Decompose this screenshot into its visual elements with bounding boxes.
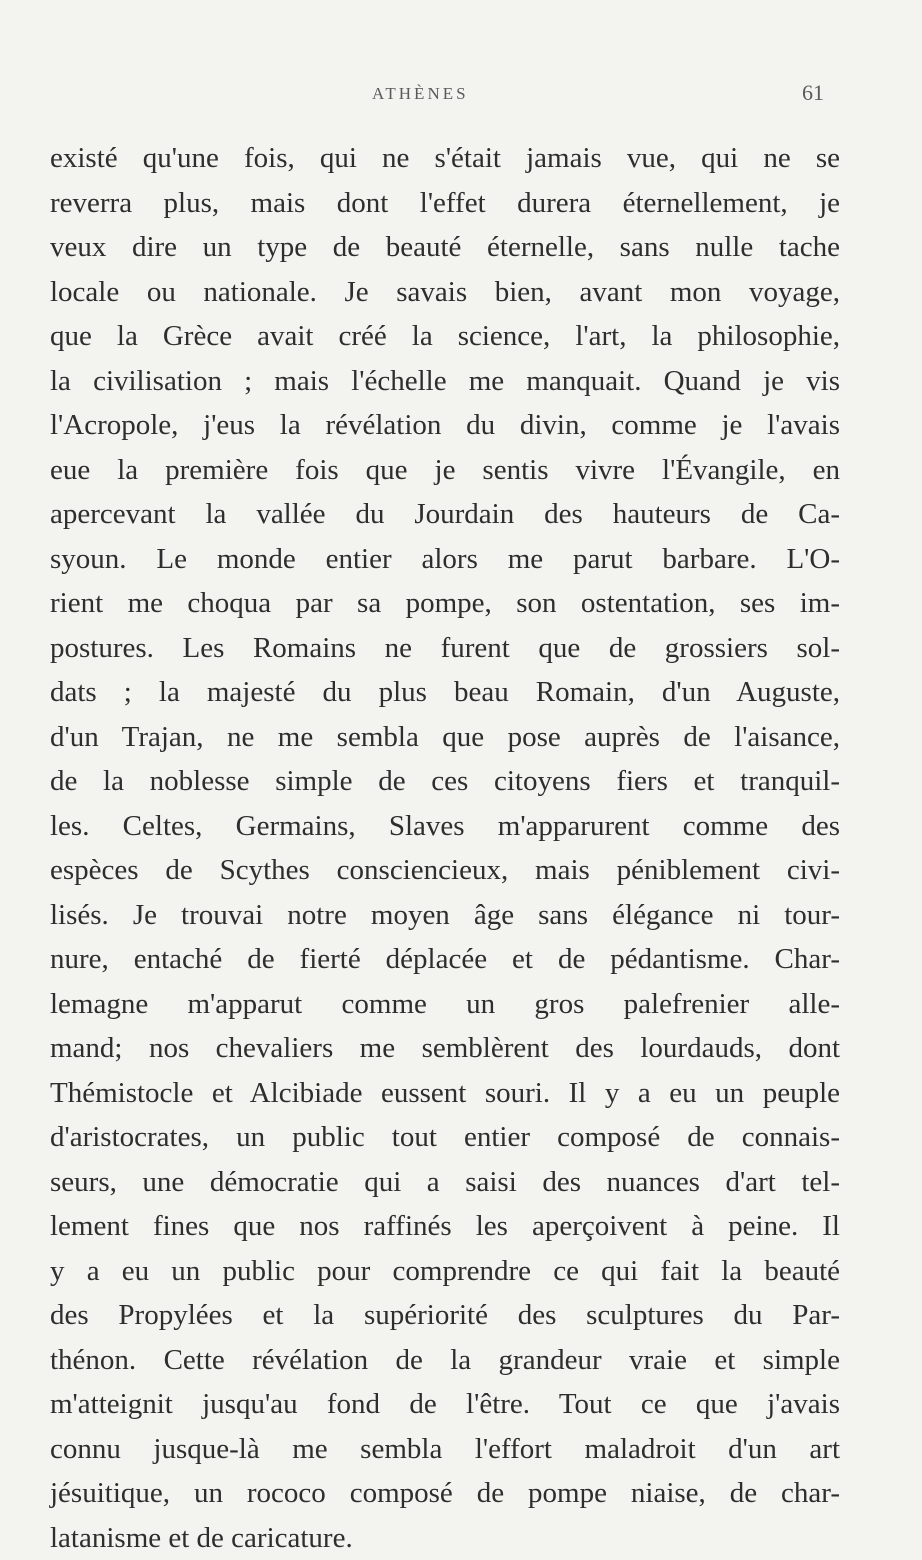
text-line: postures. Les Romains ne furent que de grossiers sol-	[50, 626, 840, 671]
text-line: locale ou nationale. Je savais bien, avant mon voyage,	[50, 270, 840, 315]
text-line: thénon. Cette révélation de la grandeur vraie et simple	[50, 1338, 840, 1383]
text-line: latanisme et de caricature.	[50, 1516, 840, 1560]
text-line: lisés. Je trouvai notre moyen âge sans élégance ni tour-	[50, 893, 840, 938]
text-line: existé qu'une fois, qui ne s'était jamais vue, qui ne se	[50, 136, 840, 181]
running-head	[0, 80, 922, 110]
text-line: nure, entaché de fierté déplacée et de pédantisme. Char-	[50, 937, 840, 982]
text-line: d'aristocrates, un public tout entier composé de connais-	[50, 1115, 840, 1160]
text-line: des Propylées et la supériorité des sculptures du Par-	[50, 1293, 840, 1338]
text-line: connu jusque-là me sembla l'effort maladroit d'un art	[50, 1427, 840, 1472]
text-line: lement fines que nos raffinés les aperçoivent à peine. Il	[50, 1204, 840, 1249]
text-line: syoun. Le monde entier alors me parut barbare. L'O-	[50, 537, 840, 582]
running-title: ATHÈNES	[372, 84, 469, 104]
text-line: mand; nos chevaliers me semblèrent des lourdauds, dont	[50, 1026, 840, 1071]
text-line: dats ; la majesté du plus beau Romain, d'un Auguste,	[50, 670, 840, 715]
text-line: que la Grèce avait créé la science, l'art, la philosophie,	[50, 314, 840, 359]
text-line: seurs, une démocratie qui a saisi des nuances d'art tel-	[50, 1160, 840, 1205]
text-line: apercevant la vallée du Jourdain des hauteurs de Ca-	[50, 492, 840, 537]
text-line: rient me choqua par sa pompe, son ostentation, ses im-	[50, 581, 840, 626]
text-line: l'Acropole, j'eus la révélation du divin, comme je l'avais	[50, 403, 840, 448]
text-line: de la noblesse simple de ces citoyens fiers et tranquil-	[50, 759, 840, 804]
body-text	[50, 136, 840, 1560]
page-number: 61	[802, 80, 824, 106]
text-line: lemagne m'apparut comme un gros palefrenier alle-	[50, 982, 840, 1027]
text-line: d'un Trajan, ne me sembla que pose auprès de l'aisance,	[50, 715, 840, 760]
text-line: veux dire un type de beauté éternelle, sans nulle tache	[50, 225, 840, 270]
text-line: jésuitique, un rococo composé de pompe niaise, de char-	[50, 1471, 840, 1516]
text-line: la civilisation ; mais l'échelle me manquait. Quand je vis	[50, 359, 840, 404]
text-line: reverra plus, mais dont l'effet durera éternellement, je	[50, 181, 840, 226]
text-line: les. Celtes, Germains, Slaves m'apparurent comme des	[50, 804, 840, 849]
text-line: espèces de Scythes consciencieux, mais péniblement civi-	[50, 848, 840, 893]
text-line: m'atteignit jusqu'au fond de l'être. Tout ce que j'avais	[50, 1382, 840, 1427]
text-line: y a eu un public pour comprendre ce qui fait la beauté	[50, 1249, 840, 1294]
text-line: eue la première fois que je sentis vivre l'Évangile, en	[50, 448, 840, 493]
text-line: Thémistocle et Alcibiade eussent souri. Il y a eu un peuple	[50, 1071, 840, 1116]
